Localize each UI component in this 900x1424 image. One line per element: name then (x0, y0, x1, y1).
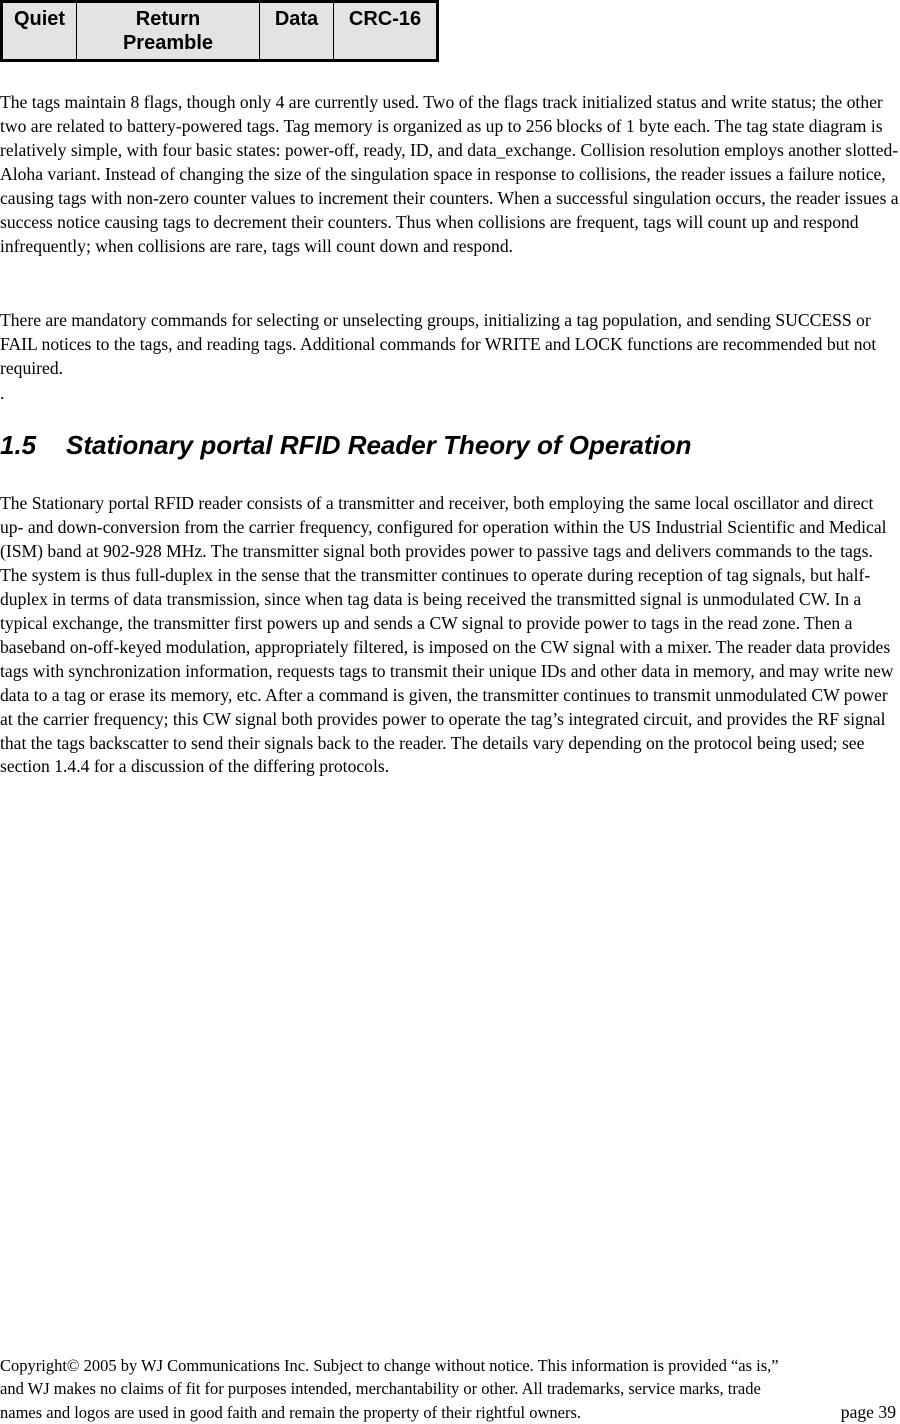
section-heading (0, 428, 692, 462)
section-title: Stationary portal RFID Reader Theory of Operation (66, 430, 692, 460)
page-number: page 39 (840, 1401, 896, 1422)
footer-line-2: and WJ makes no claims of fit for purposes intended, merchantability or other. All trademarks, service marks, trade (0, 1379, 761, 1399)
paragraph-reader-theory: The Stationary portal RFID reader consists of a transmitter and receiver, both employing the same local oscillator and direct up- and down-conversion from the carrier frequency, configured for operation within the US Industrial Scientific and Medical (ISM) band at 902-928 MHz. The transmitter signal both provides power to passive tags and delivers commands to the tags. The system is thus full-duplex in the sense that the transmitter continues to operate during reception of tag signals, but half-duplex in terms of data transmission, since when tag data is being received the transmitted signal is unmodulated CW. In a typical exchange, the transmitter first powers up and sends a CW signal to provide power to tags in the read zone. Then a baseband on-off-keyed modulation, appropriately filtered, is imposed on the CW signal with a mixer. The reader data provides tags with synchronization information, requests tags to transmit their unique IDs and other data in memory, and may write new data to a tag or erase its memory, etc. After a command is given, the transmitter continues to transmit unmodulated CW power at the carrier frequency; this CW signal both provides power to operate the tag’s integrated circuit, and provides the RF signal that the tags backscatter to send their signals back to the reader. The details vary depending on the protocol being used; see section 1.4.4 for a discussion of the differing protocols. (0, 493, 894, 777)
section-number: 1.5 (0, 430, 37, 460)
frame-cell-data: Data (260, 2, 334, 61)
frame-format-table (0, 0, 439, 62)
frame-cell-crc16: CRC-16 (334, 2, 438, 61)
paragraph-tag-flags: The tags maintain 8 flags, though only 4 are currently used. Two of the flags track initialized status and write status; the other two are related to battery-powered tags. Tag memory is organized as up to 256 blocks of 1 byte each. The tag state diagram is relatively simple, with four basic states: power-off, ready, ID, and data_exchange. Collision resolution employs another slotted-Aloha variant. Instead of changing the size of the singulation space in response to collisions, the reader issues a failure notice, causing tags with non-zero counter values to increment their counters. When a successful singulation occurs, the reader issues a success notice causing tags to decrement their counters. Thus when collisions are frequent, tags will count up and respond infrequently; when collisions are rare, tags will count down and respond. (0, 92, 899, 256)
footer-line-3 (0, 1401, 900, 1424)
paragraph-mandatory-commands: There are mandatory commands for selecting or unselecting groups, initializing a tag population, and sending SUCCESS or FAIL notices to the tags, and reading tags. Additional commands for WRITE and LOCK functions are recommended but not required. (0, 310, 877, 378)
frame-cell-quiet: Quiet (2, 2, 77, 61)
footer-line-1: Copyright© 2005 by WJ Communications Inc. Subject to change without notice. This information is provided “as is,” (0, 1356, 779, 1375)
frame-cell-return-preamble: Return Preamble (77, 2, 260, 61)
copyright-footer (0, 1354, 900, 1424)
stray-period: . (0, 383, 5, 403)
footer-line-3-text: names and logos are used in good faith and remain the property of their rightful owners. (0, 1402, 582, 1422)
